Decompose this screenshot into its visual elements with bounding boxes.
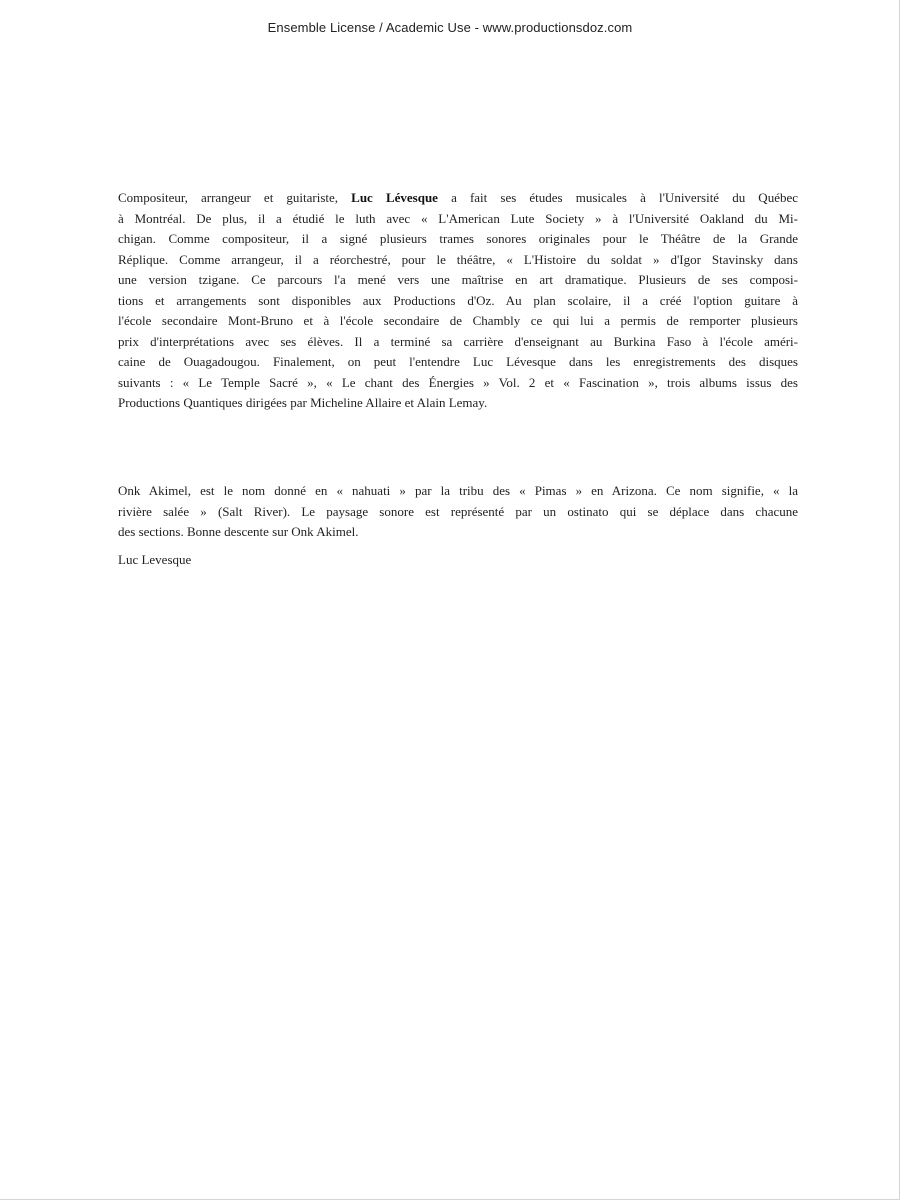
- biography-line: l'école secondaire Mont-Bruno et à l'école secondaire de Chambly ce qui lui a permis de remporter plusieurs: [118, 313, 798, 328]
- license-header: Ensemble License / Academic Use - www.productionsdoz.com: [267, 20, 633, 35]
- biography-line: [118, 188, 798, 209]
- biography-text: Compositeur, arrangeur et guitariste,: [118, 190, 352, 205]
- biography-paragraph: [118, 188, 798, 414]
- description-line: des sections. Bonne descente sur Onk Akimel.: [118, 524, 359, 539]
- biography-line: Réplique. Comme arrangeur, il a réorchestré, pour le théâtre, « L'Histoire du soldat » d'Igor Stavinsky dans: [118, 251, 798, 267]
- author-signature: Luc Levesque: [118, 552, 192, 567]
- description-line: rivière salée » (Salt River). Le paysage sonore est représenté par un ostinato qui se déplace dans chacune: [118, 503, 798, 519]
- biography-line: Productions Quantiques dirigées par Micheline Allaire et Alain Lemay.: [118, 395, 488, 410]
- biography-line: une version tzigane. Ce parcours l'a mené vers une maîtrise en art dramatique. Plusieurs de ses composi-: [118, 272, 798, 287]
- description-line: Onk Akimel, est le nom donné en « nahuati » par la tribu des « Pimas » en Arizona. Ce nom signifie, « la: [118, 483, 798, 498]
- biography-line: à Montréal. De plus, il a étudié le luth avec « L'American Lute Society » à l'Université Oakland du Mi-: [118, 210, 798, 226]
- biography-line: prix d'interprétations avec ses élèves. Il a terminé sa carrière d'enseignant au Burkina Faso à l'école améri-: [118, 333, 798, 349]
- biography-line: caine de Ouagadougou. Finalement, on peut l'entendre Luc Lévesque dans les enregistrements des disques: [118, 354, 798, 369]
- composer-name: Luc Lévesque: [351, 190, 438, 205]
- biography-line: suivants : « Le Temple Sacré », « Le chant des Énergies » Vol. 2 et « Fascination », trois albums issus des: [118, 374, 798, 390]
- biography-text: a fait ses études musicales à l'Université du Québec: [437, 190, 799, 205]
- piece-description-paragraph: [118, 481, 798, 543]
- biography-line: tions et arrangements sont disponibles aux Productions d'Oz. Au plan scolaire, il a créé l'option guitare à: [118, 292, 798, 308]
- biography-line: chigan. Comme compositeur, il a signé plusieurs trames sonores originales pour le Théâtre de la Grande: [118, 231, 798, 246]
